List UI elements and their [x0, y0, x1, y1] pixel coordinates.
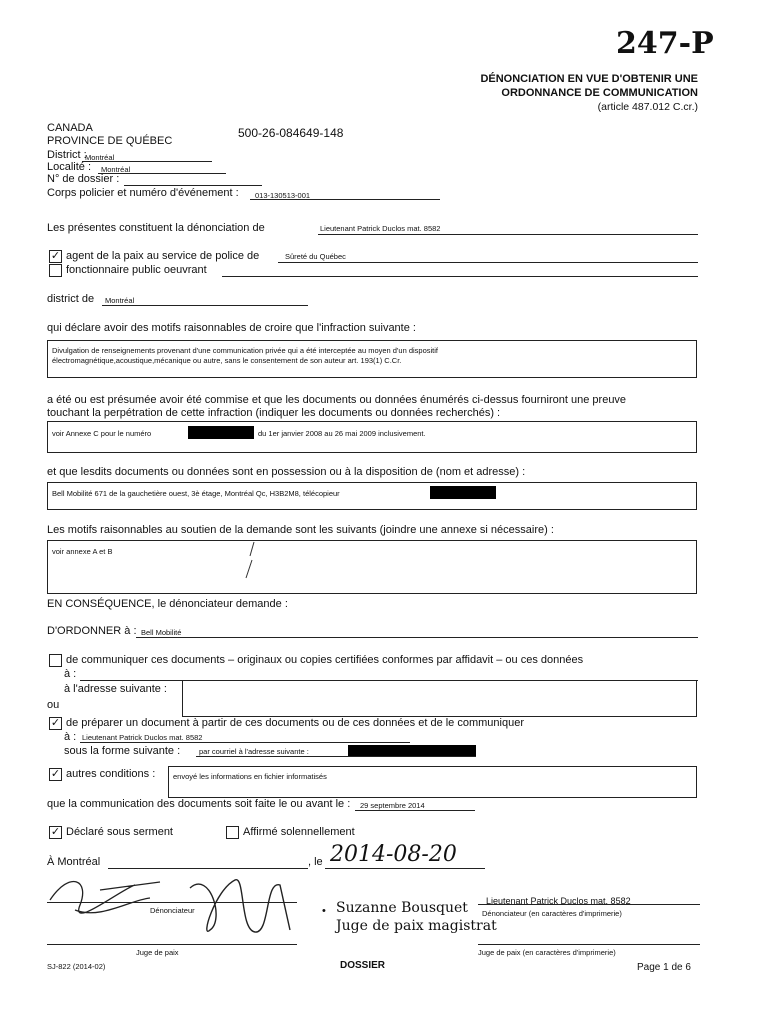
documents-intro2: touchant la perpétration de cette infraction (indiquer les documents ou données recherchés) : — [47, 407, 501, 419]
agent-value: Sûreté du Québec — [285, 252, 346, 261]
infraction-line1: Divulgation de renseignements provenant d'une communication privée qui a été interceptée au moyen d'un dispositif — [52, 346, 439, 355]
bullet-dot: • — [322, 905, 326, 917]
motifs-value: voir annexe A et B — [52, 547, 113, 556]
dossier-label: N° de dossier : — [47, 173, 120, 185]
juge-title-stamp: Juge de paix magistrat — [336, 918, 497, 934]
communiquer-a-label: à : — [64, 668, 77, 680]
print-name: Lieutenant Patrick Duclos mat. 8582 — [486, 896, 631, 906]
preparer-label: de préparer un document à partir de ces documents ou de ces données et de le communiquer — [66, 717, 524, 729]
preparer-checkbox[interactable]: ✓ — [50, 717, 61, 729]
consequence-text: EN CONSÉQUENCE, le dénonciateur demande : — [47, 598, 288, 610]
date-comm-value: 29 septembre 2014 — [360, 801, 425, 810]
handwritten-date: 2014-08-20 — [330, 842, 457, 867]
affirme-checkbox[interactable] — [226, 826, 239, 839]
communiquer-checkbox[interactable] — [49, 654, 62, 667]
footer-code: SJ-822 (2014-02) — [47, 962, 106, 971]
footer-center: DOSSIER — [340, 960, 386, 971]
autres-label: autres conditions : — [66, 768, 156, 780]
agent-label: agent de la paix au service de police de — [66, 250, 260, 262]
infraction-intro: qui déclare avoir des motifs raisonnables de croire que l'infraction suivante : — [47, 322, 416, 334]
form-title-line1: DÉNONCIATION EN VUE D'OBTENIR UNE — [480, 73, 698, 85]
district-de-value: Montréal — [105, 296, 135, 305]
province-label: PROVINCE DE QUÉBEC — [47, 135, 173, 147]
motifs-box — [47, 540, 697, 594]
documents-value-a: voir Annexe C pour le numéro — [52, 429, 152, 438]
localite-label: Localité : — [47, 161, 92, 173]
ordonner-label: D'ORDONNER à : — [47, 625, 137, 637]
denonciateur-label: Dénonciateur — [150, 906, 195, 915]
ou-label: ou — [47, 699, 60, 711]
forme-label: sous la forme suivante : — [64, 745, 181, 757]
juge-name-stamp: Suzanne Bousquet — [336, 900, 468, 916]
infraction-line2: électromagnétique,acoustique,mécanique ou autre, sans le consentement de son auteur art. 193(1) C.Cr. — [52, 356, 402, 365]
form-title-line2: ORDONNANCE DE COMMUNICATION — [501, 87, 698, 99]
district-label: District : — [47, 149, 87, 161]
fonctionnaire-checkbox[interactable] — [49, 264, 62, 277]
date-comm-label: que la communication des documents soit faite le ou avant le : — [47, 798, 351, 810]
ordonner-value: Bell Mobilité — [141, 628, 182, 637]
footer-page: Page 1 de 6 — [637, 962, 691, 973]
communiquer-label: de communiquer ces documents – originaux ou copies certifiées conformes par affidavit – ou ces données — [66, 654, 584, 666]
affirme-label: Affirmé solennellement — [243, 826, 355, 838]
motifs-intro: Les motifs raisonnables au soutien de la demande sont les suivants (joindre une annexe si nécessaire) : — [47, 524, 554, 536]
denonciation-value: Lieutenant Patrick Duclos mat. 8582 — [320, 224, 441, 233]
autres-box — [168, 766, 697, 798]
corps-value: 013-130513-001 — [255, 191, 311, 200]
denonciation-label: Les présentes constituent la dénonciation de — [47, 222, 265, 234]
le-label: , le — [308, 856, 323, 868]
declare-label: Déclaré sous serment — [66, 826, 173, 838]
agent-checkbox[interactable]: ✓ — [50, 250, 61, 262]
redaction-phone — [188, 426, 254, 439]
redaction-email — [348, 745, 476, 756]
juge-label: Juge de paix — [136, 948, 179, 957]
print-caption: Dénonciateur (en caractères d'imprimerie) — [482, 909, 622, 918]
signature-denonciateur — [40, 860, 300, 950]
documents-value-b: du 1er janvier 2008 au 26 mai 2009 inclusivement. — [258, 429, 426, 438]
juge-caption: Juge de paix (en caractères d'imprimerie) — [478, 948, 616, 957]
form-number: 247-P — [616, 26, 714, 61]
declare-checkbox[interactable]: ✓ — [50, 826, 61, 838]
form-article: (article 487.012 C.cr.) — [597, 101, 698, 113]
pen-mark — [236, 538, 266, 584]
canada-label: CANADA — [47, 122, 93, 134]
possession-value: Bell Mobilité 671 de la gauchetière ouest, 3è étage, Montréal Qc, H3B2M8, télécopieur — [52, 489, 340, 498]
redaction-fax — [430, 486, 496, 499]
a-montreal-label: À Montréal — [47, 856, 101, 868]
documents-intro1: a été ou est présumée avoir été commise et que les documents ou données énumérés ci-dessus fourniront une preuve — [47, 394, 627, 406]
possession-intro: et que lesdits documents ou données sont en possession ou à la disposition de (nom et adresse) : — [47, 466, 526, 478]
localite-value: Montréal — [101, 165, 131, 174]
corps-label: Corps policier et numéro d'événement : — [47, 187, 239, 199]
autres-checkbox[interactable]: ✓ — [50, 768, 61, 780]
district-value: Montréal — [85, 153, 115, 162]
preparer-a-label: à : — [64, 731, 77, 743]
file-number: 500-26-084649-148 — [238, 126, 344, 140]
adresse-box — [182, 680, 697, 717]
fonctionnaire-label: fonctionnaire public oeuvrant — [66, 264, 207, 276]
forme-value: par courriel à l'adresse suivante : — [199, 747, 309, 756]
district-de-label: district de — [47, 293, 95, 305]
adresse-label: à l'adresse suivante : — [64, 683, 167, 695]
preparer-a-value: Lieutenant Patrick Duclos mat. 8582 — [82, 733, 203, 742]
autres-value: envoyé les informations en fichier informatisés — [173, 772, 327, 781]
